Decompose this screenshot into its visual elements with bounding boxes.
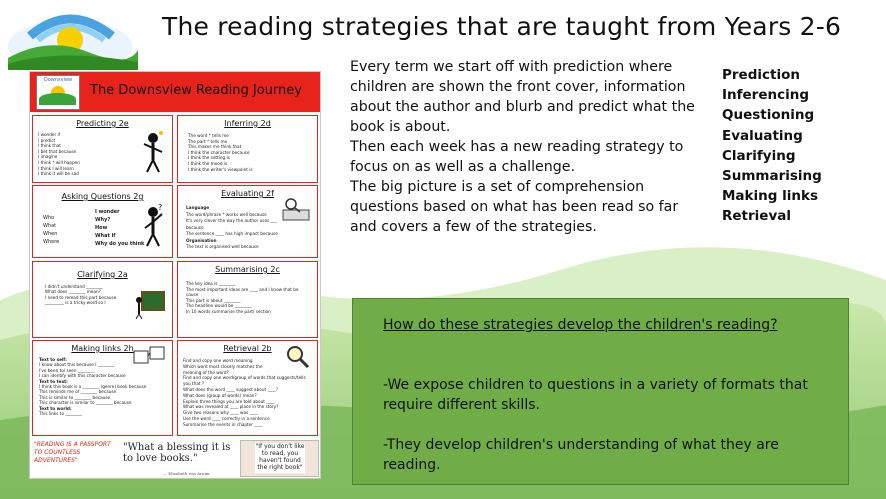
description-paragraph-3: The big picture is a set of comprehension questions based on what has been read so far and covers a few of the strategies. <box>350 179 679 235</box>
stick-figure-thinking-icon <box>140 130 166 174</box>
development-callout <box>352 298 849 485</box>
quote-passport: "READING IS A PASSPORT TO COUNTLESS ADVENTURES" <box>34 441 111 464</box>
description-paragraph-2: Then each week has a new reading strategy to focus on as well as a challenge. <box>350 139 684 175</box>
strategy-item: Prediction <box>722 67 800 83</box>
card-predicting: Predicting 2e I wonder if I predict I think that I bet that because I imagine I think * will happen I think I will learn I think it will be sad <box>32 115 173 183</box>
card-heading: Retrieval 2b <box>223 344 272 353</box>
strategy-description <box>350 57 702 237</box>
callout-point-1: -We expose children to questions in a variety of formats that require different skills. <box>383 377 808 413</box>
card-heading: Clarifying 2a <box>77 270 128 279</box>
school-logo <box>8 6 138 70</box>
strategy-item: Making links <box>722 188 819 205</box>
strategy-list <box>722 65 872 227</box>
card-heading: Inferring 2d <box>224 119 271 128</box>
card-heading: Asking Questions 2g <box>61 192 144 201</box>
description-paragraph-1: Every term we start off with prediction where children are shown the front cover, information about the author and blurb and predict what the book is about. <box>350 59 695 135</box>
card-heading: Predicting 2e <box>76 119 129 128</box>
stick-figure-question-icon <box>140 204 166 248</box>
magnifier-books-icon <box>281 196 311 222</box>
card-asking-questions: Asking Questions 2g Who What When Where I wonder Why? How What if Why do you think ? <box>32 185 173 258</box>
blackboard-teacher-icon <box>134 290 166 320</box>
card-clarifying: Clarifying 2a I didn't understand ________ What does ________ mean? I need to reread this part because _________ is a tricky word so I <box>32 261 173 338</box>
poster-logo-text: Downsview <box>43 77 73 83</box>
strategy-item: Evaluating <box>722 127 803 144</box>
poster-logo <box>36 75 80 110</box>
quote-right-book: "If you don't like to read, you haven't found the right book" <box>240 440 319 477</box>
magnifying-glass-icon <box>283 343 311 369</box>
slide-title: The reading strategies that are taught from Years 2-6 <box>162 12 842 41</box>
card-making-links: Making links 2h Text to self: I know about this because I ________ I've been to/ seen ________ I can identify with this character because Text to text: I think this book is a ________ (genre) book because This reminds me of ________ because This is similar to ________ because This character is similar to ________ because Text to world: This links to ________ <box>32 340 173 436</box>
strategy-item: Summarising <box>722 168 822 185</box>
linked-pages-icon <box>132 343 166 369</box>
poster-quotes <box>30 438 320 478</box>
strategy-item: Questioning <box>722 107 815 124</box>
card-inferring: Inferring 2d The word * tells me The part * tells me This makes me think that I think the character because I think the setting is I think the mood is I think the writer's viewpoint is <box>177 115 318 183</box>
strategy-item: Clarifying <box>722 147 796 164</box>
strategy-item: Inferencing <box>722 87 809 104</box>
callout-point-2: -They develop children's understanding of what they are reading. <box>383 437 779 473</box>
card-evaluating: Evaluating 2f Language The word/phrase * works well because It's very clever the way the author uses ___ because The sentence ____ has high impact because Organisation The text is organised well because <box>177 185 318 258</box>
quote-blessing: "What a blessing it is to love books." — Elizabeth von Arnim <box>123 442 231 476</box>
callout-question: How do these strategies develop the children's reading? <box>383 317 778 333</box>
poster-title: The Downsview Reading Journey <box>90 83 302 98</box>
card-heading: Evaluating 2f <box>221 189 274 198</box>
poster-header <box>30 72 320 114</box>
card-heading: Making links 2h <box>71 344 134 353</box>
card-summarising: Summarising 2c The key idea is ________ The most important ideas are ____ and I know that be cause This part is about ________ The headline would be ________ In 10 words summarise the part/ section <box>177 261 318 338</box>
reading-journey-poster <box>29 71 321 479</box>
card-heading: Summarising 2c <box>215 265 280 274</box>
card-retrieval: Retrieval 2b Find and copy one word meaning Which word most closely matches the meaning of the word? Find and copy one word/group of words that suggests/tells you that ? What does the word ____ suggest about ____? What does (group of words) mean? Explain three things you are told about ____ What was revealed at ____ place in the story? Give two reasons why ____ was ____ Use the word ____ correctly in a sentence Summarise the events in chapter ____ <box>177 340 318 436</box>
strategy-item: Retrieval <box>722 208 791 225</box>
svg-text:?: ? <box>158 203 163 212</box>
